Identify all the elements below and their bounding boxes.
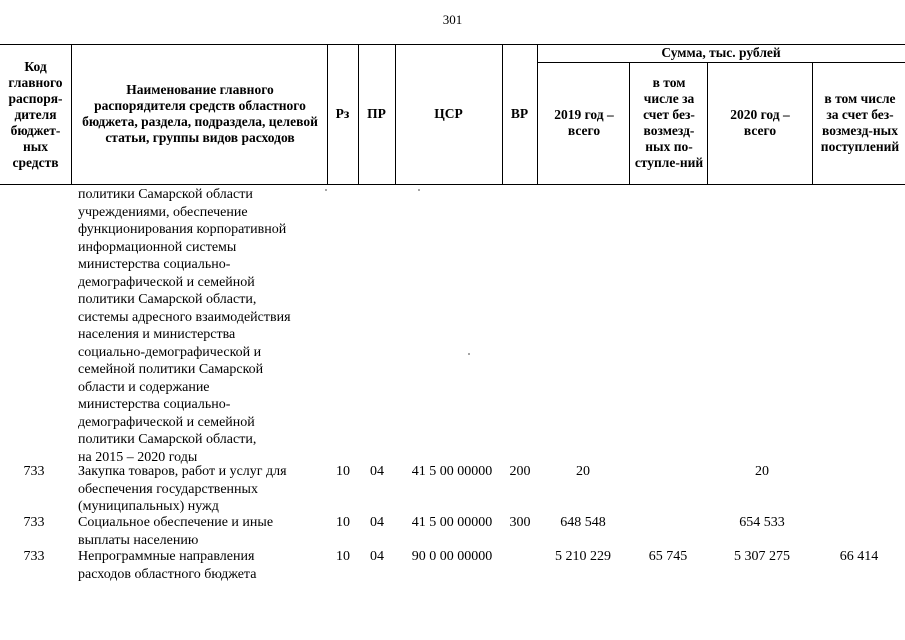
row-rz: 10 xyxy=(336,515,350,530)
row-code: 733 xyxy=(23,549,45,564)
scan-speck xyxy=(468,353,470,355)
header-2019-free: в том числе за счет без-возмезд-ных по-ступле-ний xyxy=(634,75,704,170)
row-2020-total: 5 307 275 xyxy=(734,549,790,564)
header-pr: ПР xyxy=(367,106,386,121)
row-name: Закупка товаров, работ и услуг для обеспечения государственных (муниципальных) нужд xyxy=(78,464,287,514)
header-sum-group: Сумма, тыс. рублей xyxy=(661,45,781,60)
header-name: Наименование главного распорядителя средств областного бюджета, раздела, подраздела, целевой статьи, группы видов расходов xyxy=(82,82,318,145)
row-2019-total: 20 xyxy=(576,464,590,479)
row-2020-free: 66 414 xyxy=(839,549,879,564)
row-2020-total: 20 xyxy=(755,464,769,479)
row-pr: 04 xyxy=(370,515,384,530)
header-rz: Рз xyxy=(335,106,350,121)
row-csr: 41 5 00 00000 xyxy=(411,515,493,530)
header-2020-total: 2020 год – всего xyxy=(730,107,790,138)
row-rz: 10 xyxy=(336,549,350,564)
row-code: 733 xyxy=(23,515,45,530)
row-vr: 200 xyxy=(509,464,531,479)
header-csr: ЦСР xyxy=(434,106,463,121)
row-2019-free: 65 745 xyxy=(648,549,688,564)
row-2019-total: 648 548 xyxy=(560,515,606,530)
row-pr: 04 xyxy=(370,549,384,564)
table-header xyxy=(0,44,905,184)
header-vr: ВР xyxy=(510,106,529,121)
header-code: Код главного распоря-дителя бюджет-ных средств xyxy=(8,59,63,170)
row-rz: 10 xyxy=(336,464,350,479)
scan-speck xyxy=(325,189,327,191)
row-name: Непрограммные направления расходов областного бюджета xyxy=(78,549,257,582)
continuation-text: политики Самарской области учреждениями, обеспечение функционирования корпоративной информационной системы министерства социально- демографической и семейной политики Самарской области, системы адресного взаимодействия населения и министерства социально-демографической и семейной политики Самарской области и содержание министерства социально- демографической и семейной политики Самарской области, на 2015 – 2020 годы xyxy=(78,187,291,465)
scan-speck xyxy=(418,189,420,191)
row-code: 733 xyxy=(23,464,45,479)
row-csr: 41 5 00 00000 xyxy=(411,464,493,479)
row-vr: 300 xyxy=(509,515,531,530)
row-name: Социальное обеспечение и иные выплаты населению xyxy=(78,515,274,548)
row-2019-total: 5 210 229 xyxy=(555,549,611,564)
row-2020-total: 654 533 xyxy=(739,515,785,530)
page-number: 301 xyxy=(442,12,463,27)
header-2019-total: 2019 год – всего xyxy=(554,107,614,138)
row-pr: 04 xyxy=(370,464,384,479)
row-csr: 90 0 00 00000 xyxy=(411,549,493,564)
header-2020-free: в том числе за счет без-возмезд-ных поступлений xyxy=(820,91,900,154)
